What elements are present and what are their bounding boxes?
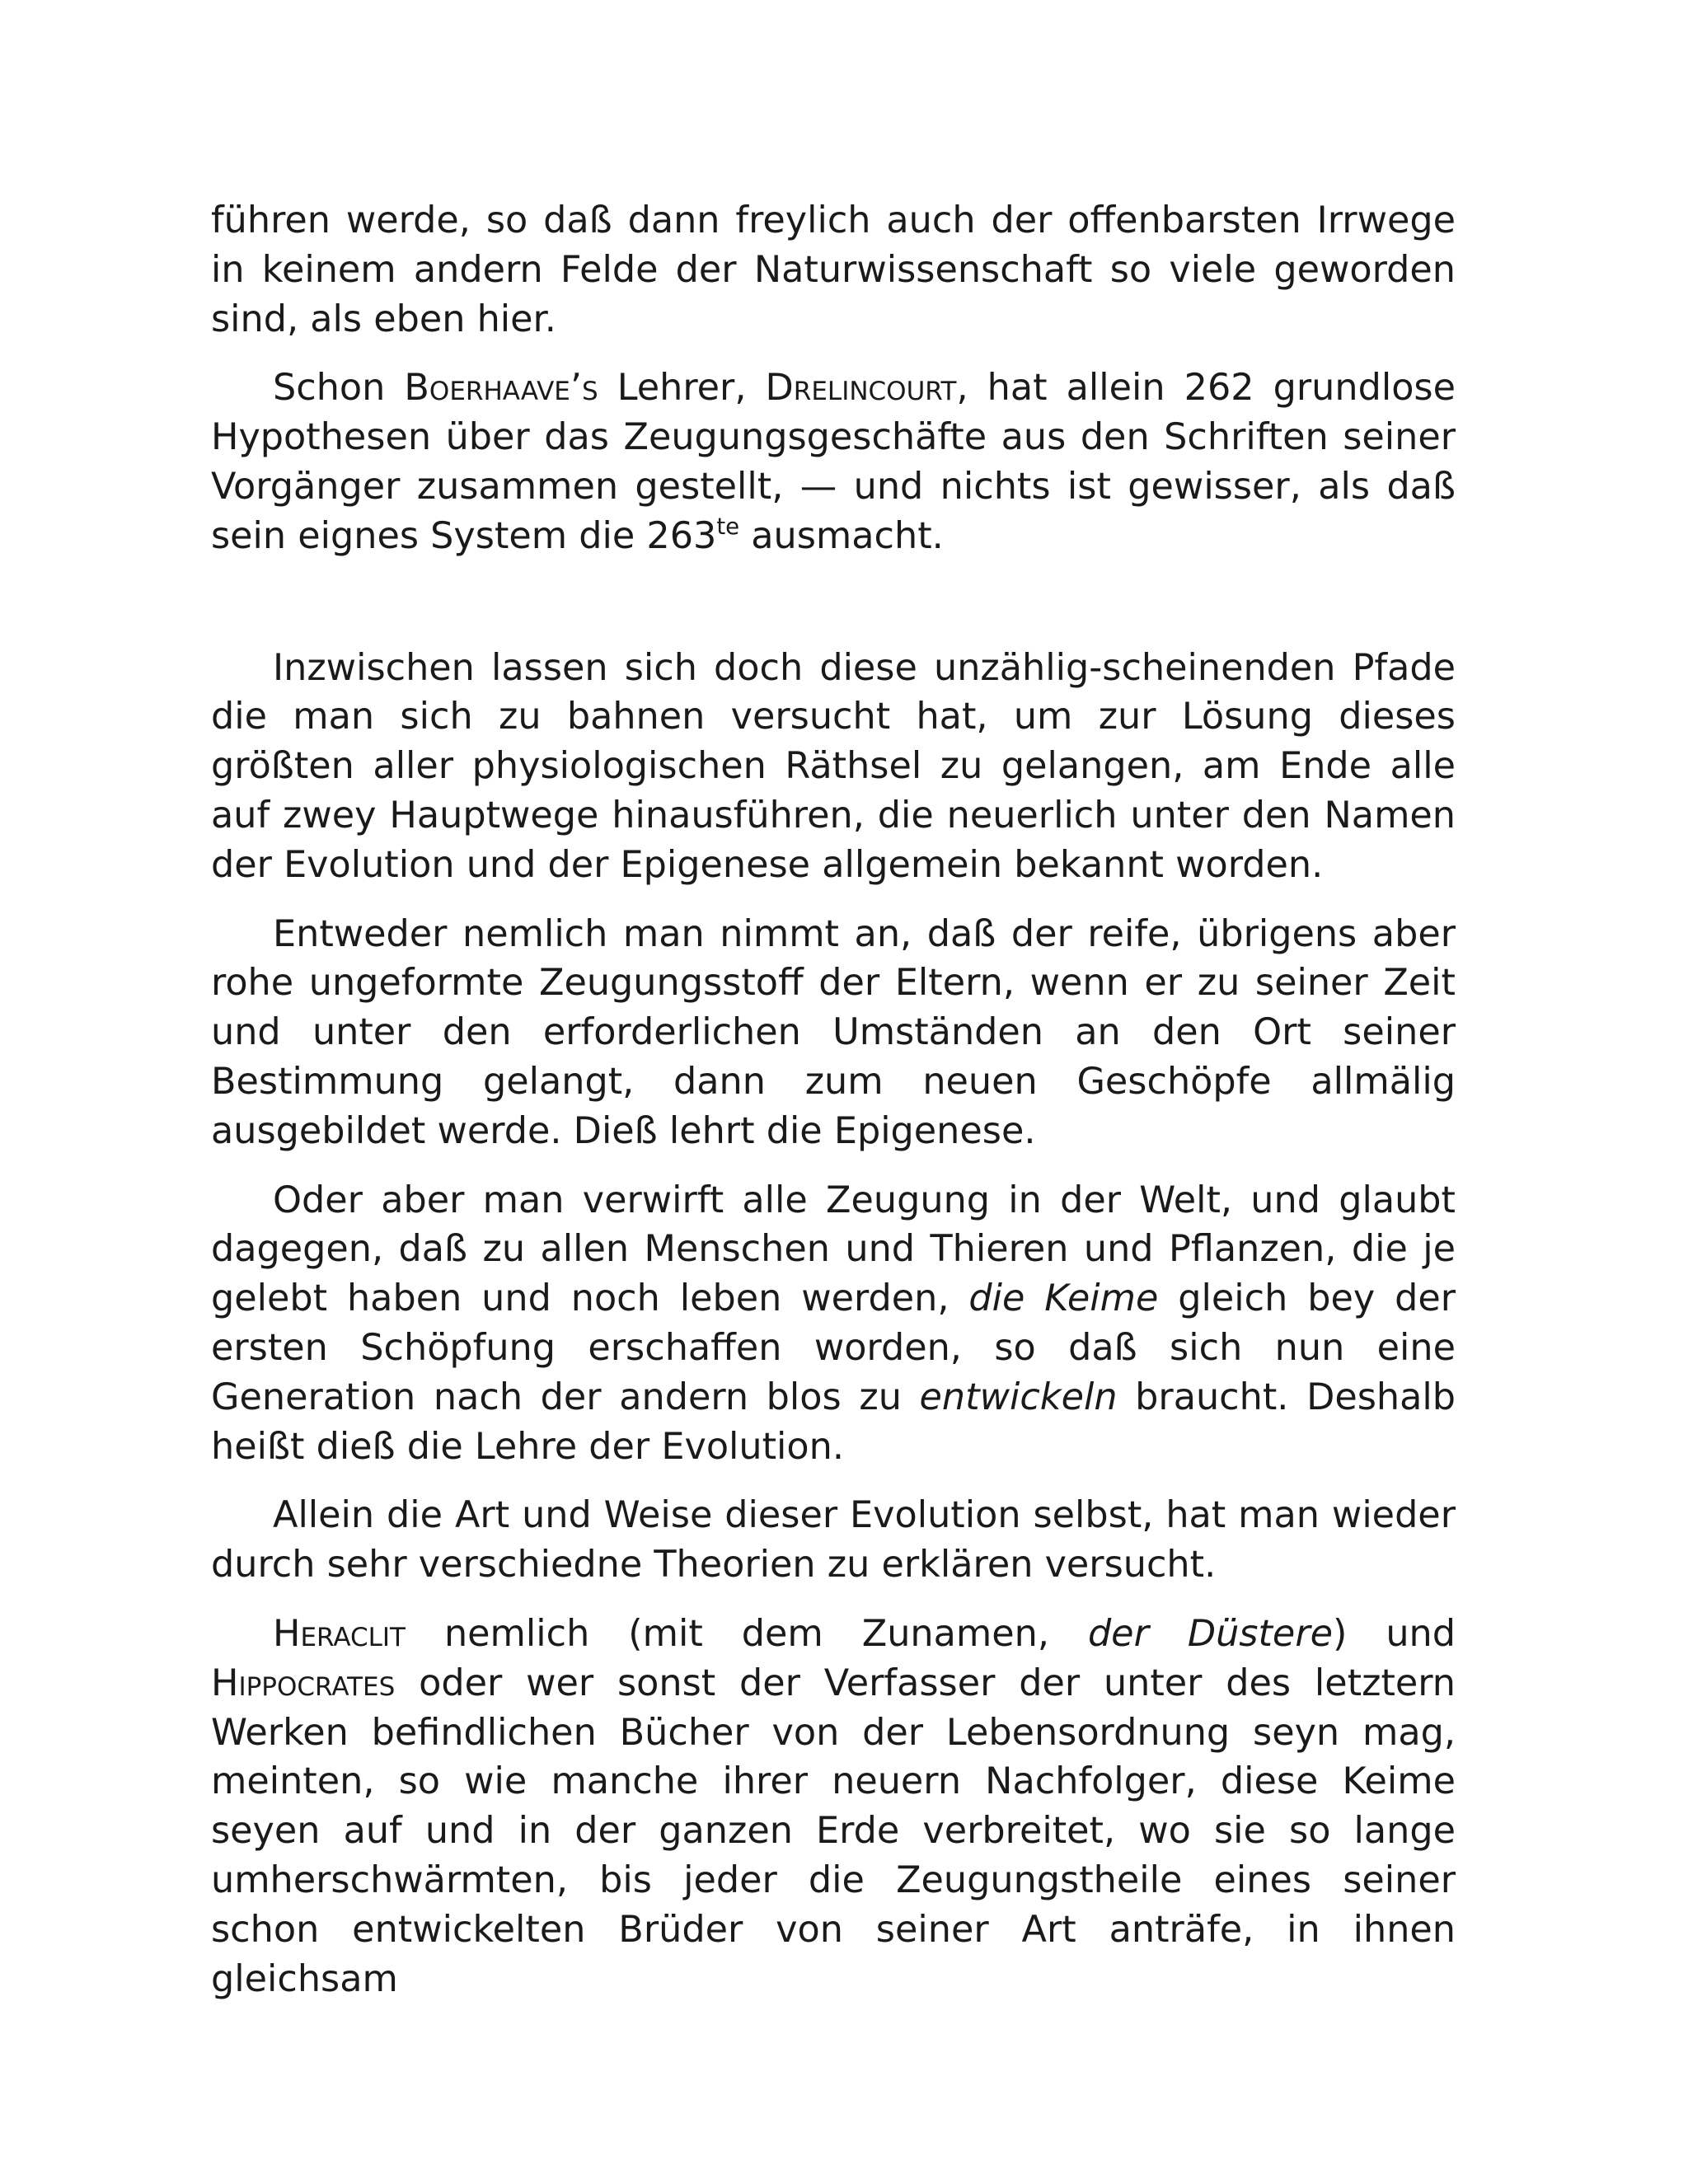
paragraph-2: Schon Boerhaave’s Lehrer, Drelincourt, hat allein 262 grundlose Hypothesen über das Zeugungsgeschäfte aus den Schriften seiner Vorgänger zusammen gestellt, — und nichts ist gewisser, als daß sein eignes System die $263^{te}$ ausmacht. [211, 367, 1456, 557]
paragraph-6: Allein die Art und Weise dieser Evolution selbst, hat man wieder durch sehr verschiedne Theorien zu erklären versucht. [211, 1494, 1456, 1586]
name-hippocrates: Hippocrates [211, 1661, 396, 1704]
emphasis-entwickeln: entwickeln [919, 1376, 1118, 1418]
name-boerhaave: Boerhaave’s [404, 367, 598, 410]
emphasis-der-duestere: der Düstere [1087, 1612, 1333, 1655]
paragraph-3: Inzwischen lassen sich doch diese unzählig-scheinenden Pfade die man sich zu bahnen versucht hat, um zur Lösung dieses größten aller physiologischen Räthsel zu gelangen, am Ende alle auf zwey Hauptwege hinausführen, die neuerlich unter den Namen der Evolution und der Epigenese allgemein bekannt worden. [211, 646, 1456, 886]
emphasis-die-keime: die Keime [968, 1277, 1159, 1320]
paragraph-5: Oder aber man verwirft alle Zeugung in der Welt, und glaubt dagegen, daß zu allen Menschen und Thieren und Pflanzen, die je gelebt haben und noch leben werden, die Keime gleich bey der ersten Schöpfung erschaffen worden, so daß sich nun eine Generation nach der andern blos zu entwickeln braucht. Deshalb heißt dieß die Lehre der Evolution. [211, 1179, 1456, 1468]
superscript-te: te [716, 512, 740, 540]
paragraph-4: Entweder nemlich man nimmt an, daß der reife, übrigens aber rohe ungeformte Zeugungsstoff der Eltern, wenn er zu seiner Zeit und unter den erforderlichen Umständen an den Ort seiner Bestimmung gelangt, dann zum neuen Geschöpfe allmälig ausgebildet werde. Dieß lehrt die Epigenese. [211, 912, 1456, 1152]
name-heraclit: Heraclit [273, 1612, 406, 1655]
paragraph-1: führen werde, so daß dann freylich auch der offenbarsten Irrwege in keinem andern Felde der Naturwissenschaft so viele geworden sind, als eben hier. [211, 199, 1456, 340]
name-drelincourt: Drelincourt [765, 367, 957, 410]
paragraph-7: Heraclit nemlich (mit dem Zunamen, der Düstere) und Hippocrates oder wer sonst der Verfasser der unter des letztern Werken befindlichen Bücher von der Lebensordnung seyn mag, meinten, so wie manche ihrer neuern Nachfolger, diese Keime seyen auf und in der ganzen Erde verbreitet, wo sie so lange umherschwärmten, bis jeder die Zeugungstheile eines seiner schon entwickelten Brüder von seiner Art anträfe, in ihnen gleichsam [211, 1612, 1456, 2000]
document-page [211, 196, 1456, 2004]
